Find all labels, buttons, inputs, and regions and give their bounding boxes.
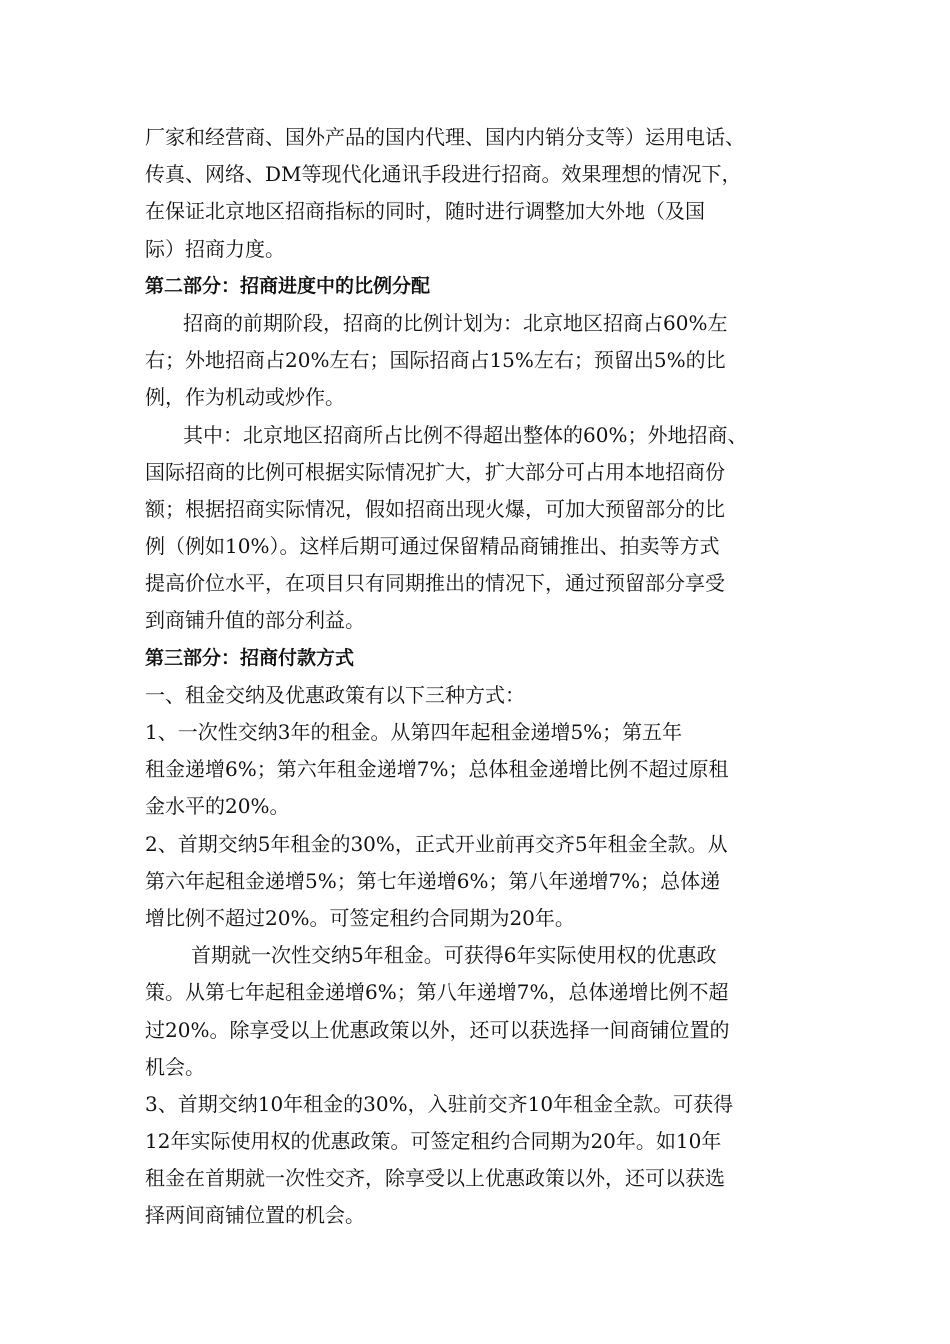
- text-line: 增比例不超过20%。可签定租约合同期为20年。: [145, 905, 575, 930]
- text-line: 到商铺升值的部分利益。: [145, 608, 365, 633]
- text-line: 招商的前期阶段，招商的比例计划为：北京地区招商占60%左: [183, 310, 728, 335]
- text-line: 首期就一次性交纳5年租金。可获得6年实际使用权的优惠政: [191, 943, 717, 968]
- text-line: 金水平的20%。: [145, 794, 290, 819]
- text-line: 第六年起租金递增5%；第七年递增6%；第八年递增7%；总体递: [145, 868, 721, 893]
- text-line: 租金递增6%；第六年租金递增7%；总体租金递增比例不超过原租: [145, 757, 729, 782]
- section-heading-part-3: 第三部分：招商付款方式: [145, 646, 355, 669]
- document-body: [145, 119, 815, 1235]
- text-line: 在保证北京地区招商指标的同时，随时进行调整加大外地（及国: [145, 199, 705, 224]
- list-item-2: 2、首期交纳5年租金的30%，正式开业前再交齐5年租金全款。从: [145, 831, 728, 856]
- text-line: 传真、网络、DM等现代化通讯手段进行招商。效果理想的情况下，: [145, 162, 742, 187]
- list-item-1: 1、一次性交纳3年的租金。从第四年起租金递增5%；第五年: [145, 720, 683, 744]
- text-line: 择两间商铺位置的机会。: [145, 1203, 365, 1228]
- text-line: 例（例如10%）。这样后期可通过保留精品商铺推出、拍卖等方式: [145, 534, 720, 559]
- text-line: 际）招商力度。: [145, 236, 285, 261]
- text-line: 厂家和经营商、国外产品的国内代理、国内内销分支等）运用电话、: [145, 125, 745, 149]
- text-line: 例，作为机动或炒作。: [145, 385, 345, 410]
- text-line: 其中：北京地区招商所占比例不得超出整体的60%；外地招商、: [183, 422, 748, 447]
- text-line: 一、租金交纳及优惠政策有以下三种方式：: [145, 682, 525, 707]
- list-item-3: 3、首期交纳10年租金的30%，入驻前交齐10年租金全款。可获得: [145, 1091, 734, 1116]
- text-line: 过20%。除享受以上优惠政策以外，还可以获选择一间商铺位置的: [145, 1017, 730, 1042]
- text-line: 国际招商的比例可根据实际情况扩大，扩大部分可占用本地招商份: [145, 459, 725, 484]
- text-line: 额；根据招商实际情况，假如招商出现火爆，可加大预留部分的比: [145, 496, 725, 521]
- text-line: 右；外地招商占20%左右；国际招商占15%左右；预留出5%的比: [145, 348, 726, 373]
- text-line: 12年实际使用权的优惠政策。可签定租约合同期为20年。如10年: [145, 1129, 722, 1154]
- text-line: 机会。: [145, 1054, 205, 1079]
- text-line: 提高价位水平，在项目只有同期推出的情况下，通过预留部分享受: [145, 571, 725, 596]
- section-heading-part-2: 第二部分：招商进度中的比例分配: [145, 274, 431, 297]
- text-line: 租金在首期就一次性交齐，除享受以上优惠政策以外，还可以获选: [145, 1166, 725, 1191]
- text-line: 策。从第七年起租金递增6%；第八年递增7%，总体递增比例不超: [145, 980, 729, 1005]
